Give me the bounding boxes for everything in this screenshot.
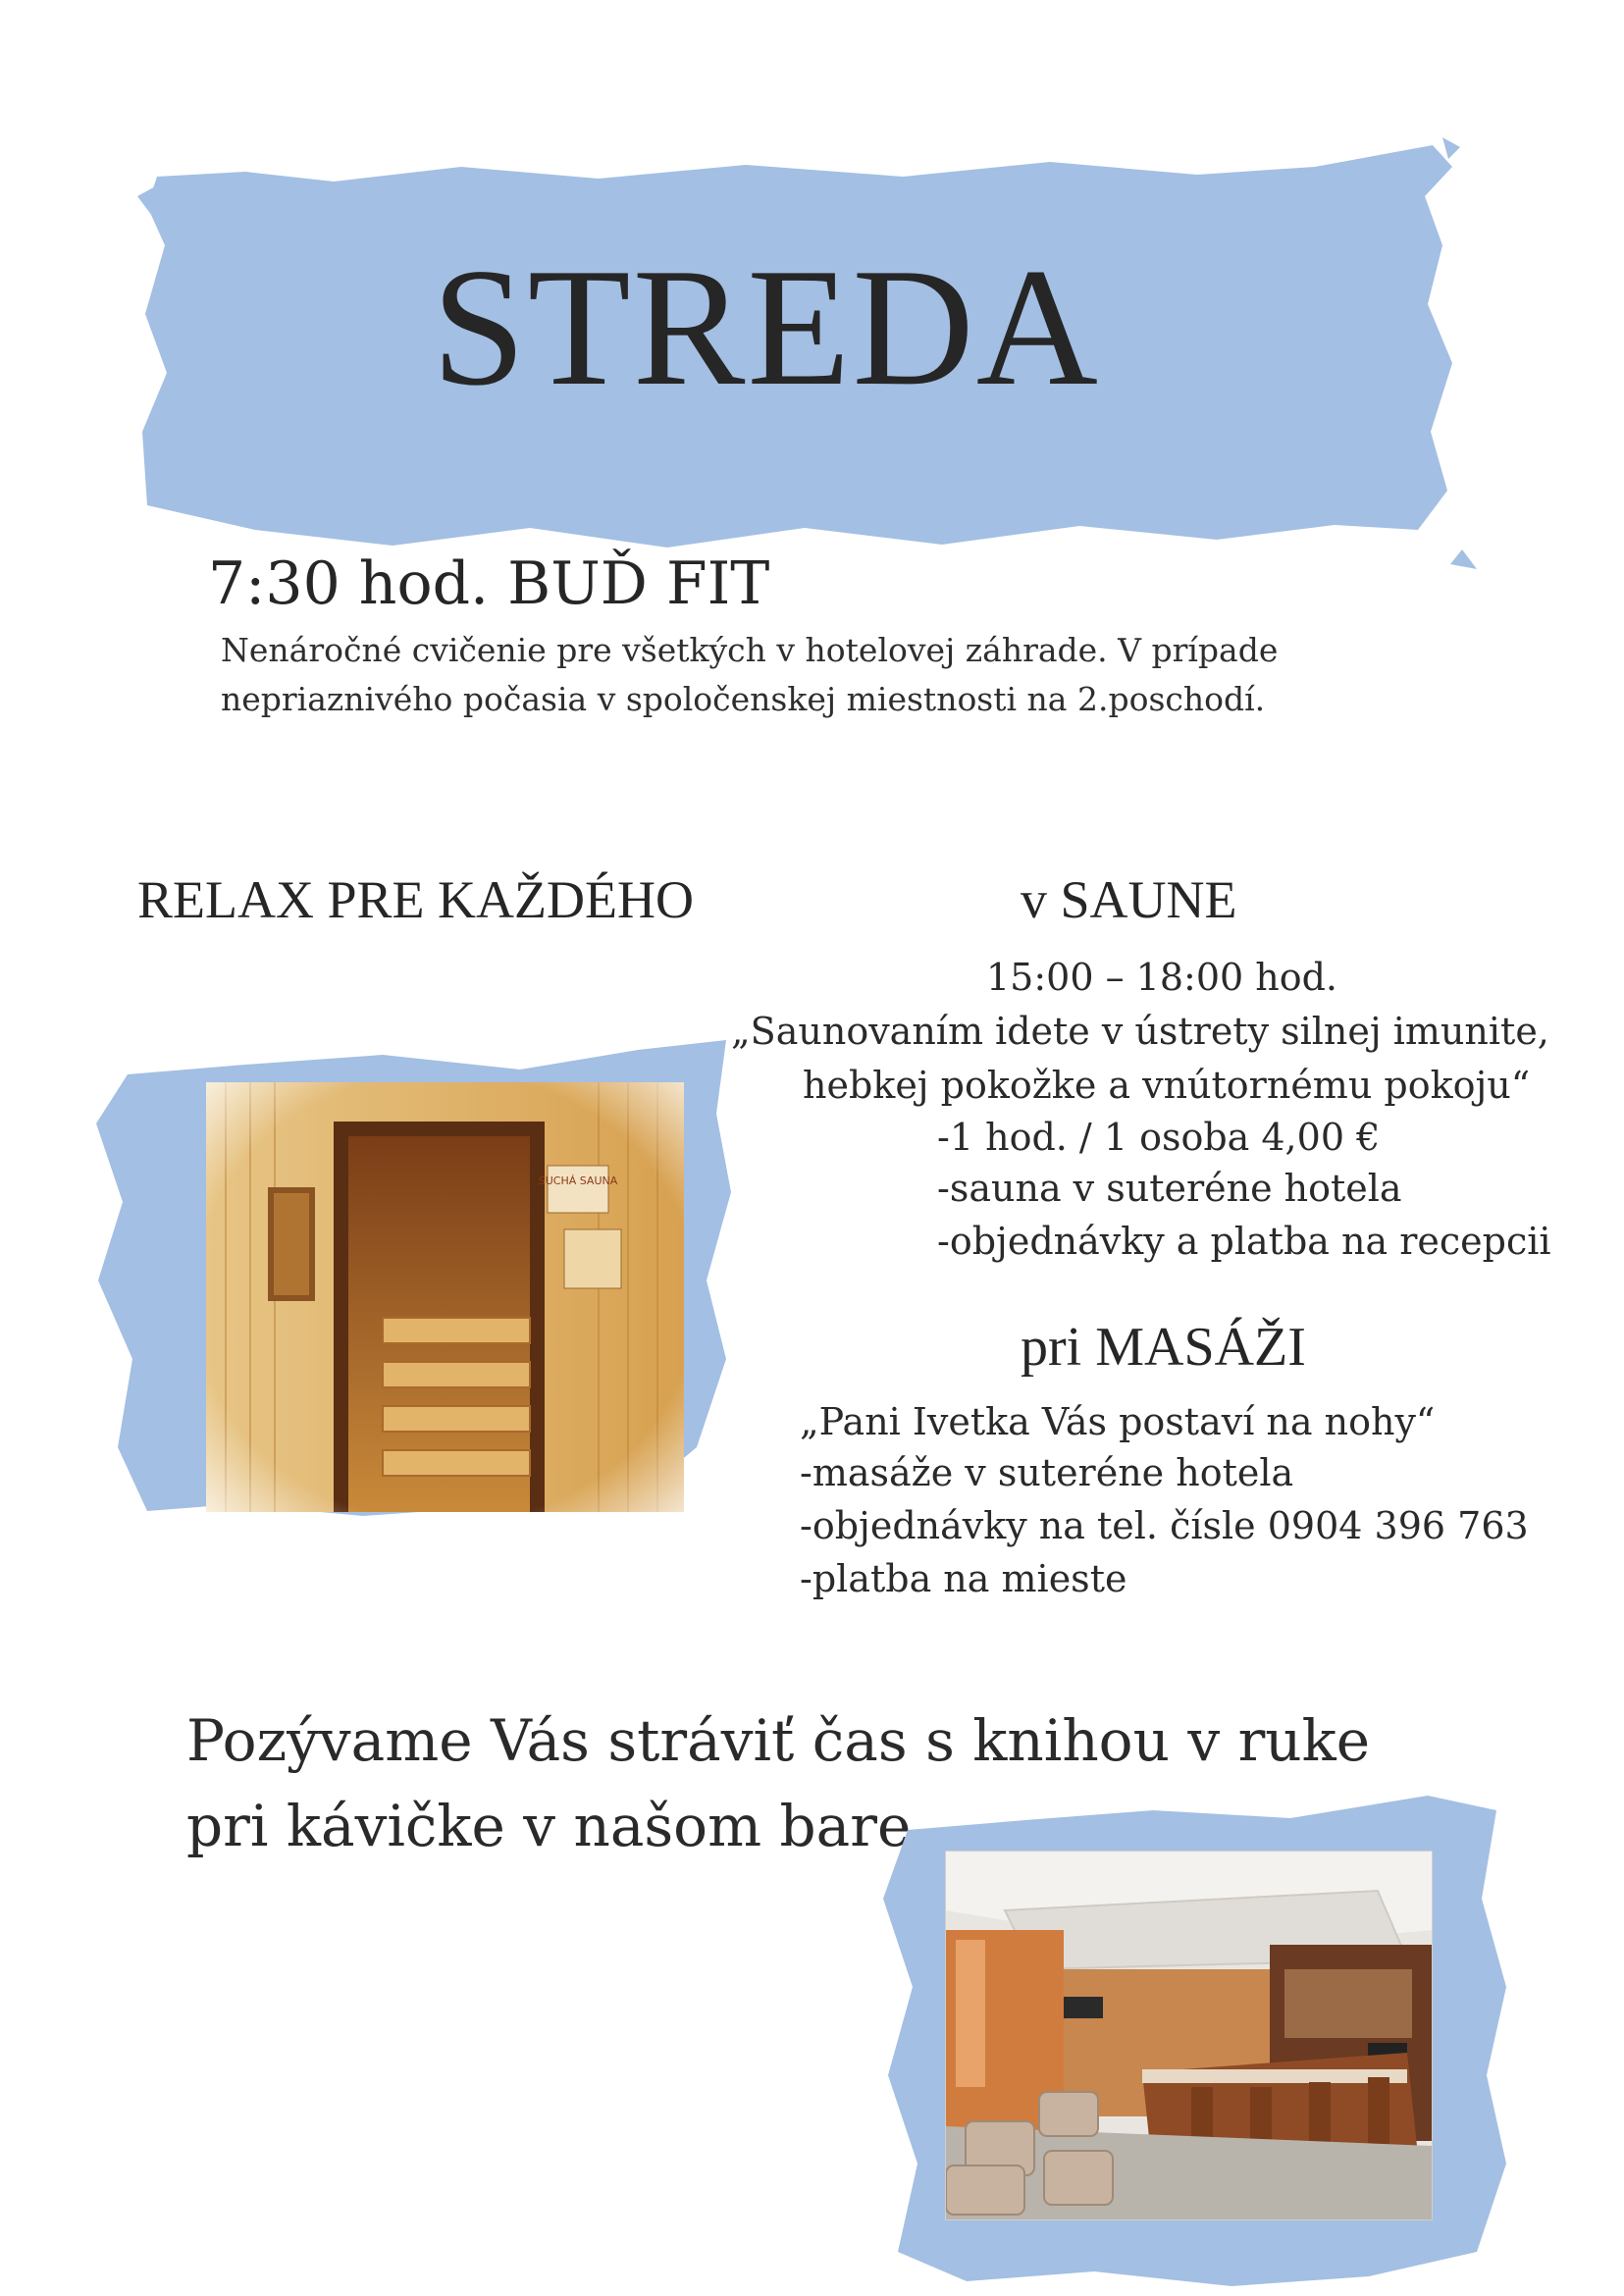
bar-photo: [945, 1851, 1433, 2220]
sauna-photo: [206, 1082, 684, 1512]
massage-item: -platba na mieste: [800, 1557, 1127, 1600]
fit-description-line: nepriaznivého počasia v spoločenskej miestnosti na 2.poschodí.: [221, 680, 1266, 718]
fit-heading: 7:30 hod. BUĎ FIT: [208, 549, 770, 618]
sauna-quote-line: „Saunovaním idete v ústrety silnej imunite,: [731, 1010, 1549, 1053]
invite-line: Pozývame Vás stráviť čas s knihou v ruke: [186, 1707, 1371, 1774]
relax-heading: RELAX PRE KAŽDÉHO: [137, 870, 694, 929]
sauna-time: 15:00 – 18:00 hod.: [986, 956, 1338, 999]
sauna-item: -objednávky a platba na recepcii: [937, 1220, 1551, 1263]
invite-line: pri kávičke v našom bare: [186, 1793, 912, 1859]
massage-item: -masáže v suteréne hotela: [800, 1451, 1294, 1494]
massage-item: -objednávky na tel. čísle 0904 396 763: [800, 1504, 1529, 1547]
bar-photo-illustration: [946, 1852, 1432, 2219]
sauna-item: -1 hod. / 1 osoba 4,00 €: [937, 1116, 1381, 1159]
sauna-item: -sauna v suteréne hotela: [937, 1167, 1402, 1210]
massage-heading: pri MASÁŽI: [1021, 1317, 1306, 1378]
page-title: STREDA: [432, 235, 1100, 421]
fit-description-line: Nenáročné cvičenie pre všetkých v hotelovej záhrade. V prípade: [221, 631, 1279, 669]
sauna-heading: v SAUNE: [1021, 870, 1237, 929]
sauna-photo-illustration: [206, 1082, 684, 1512]
massage-quote: „Pani Ivetka Vás postaví na nohy“: [800, 1400, 1436, 1443]
sauna-quote-line: hebkej pokožke a vnútornému pokoju“: [803, 1064, 1531, 1107]
